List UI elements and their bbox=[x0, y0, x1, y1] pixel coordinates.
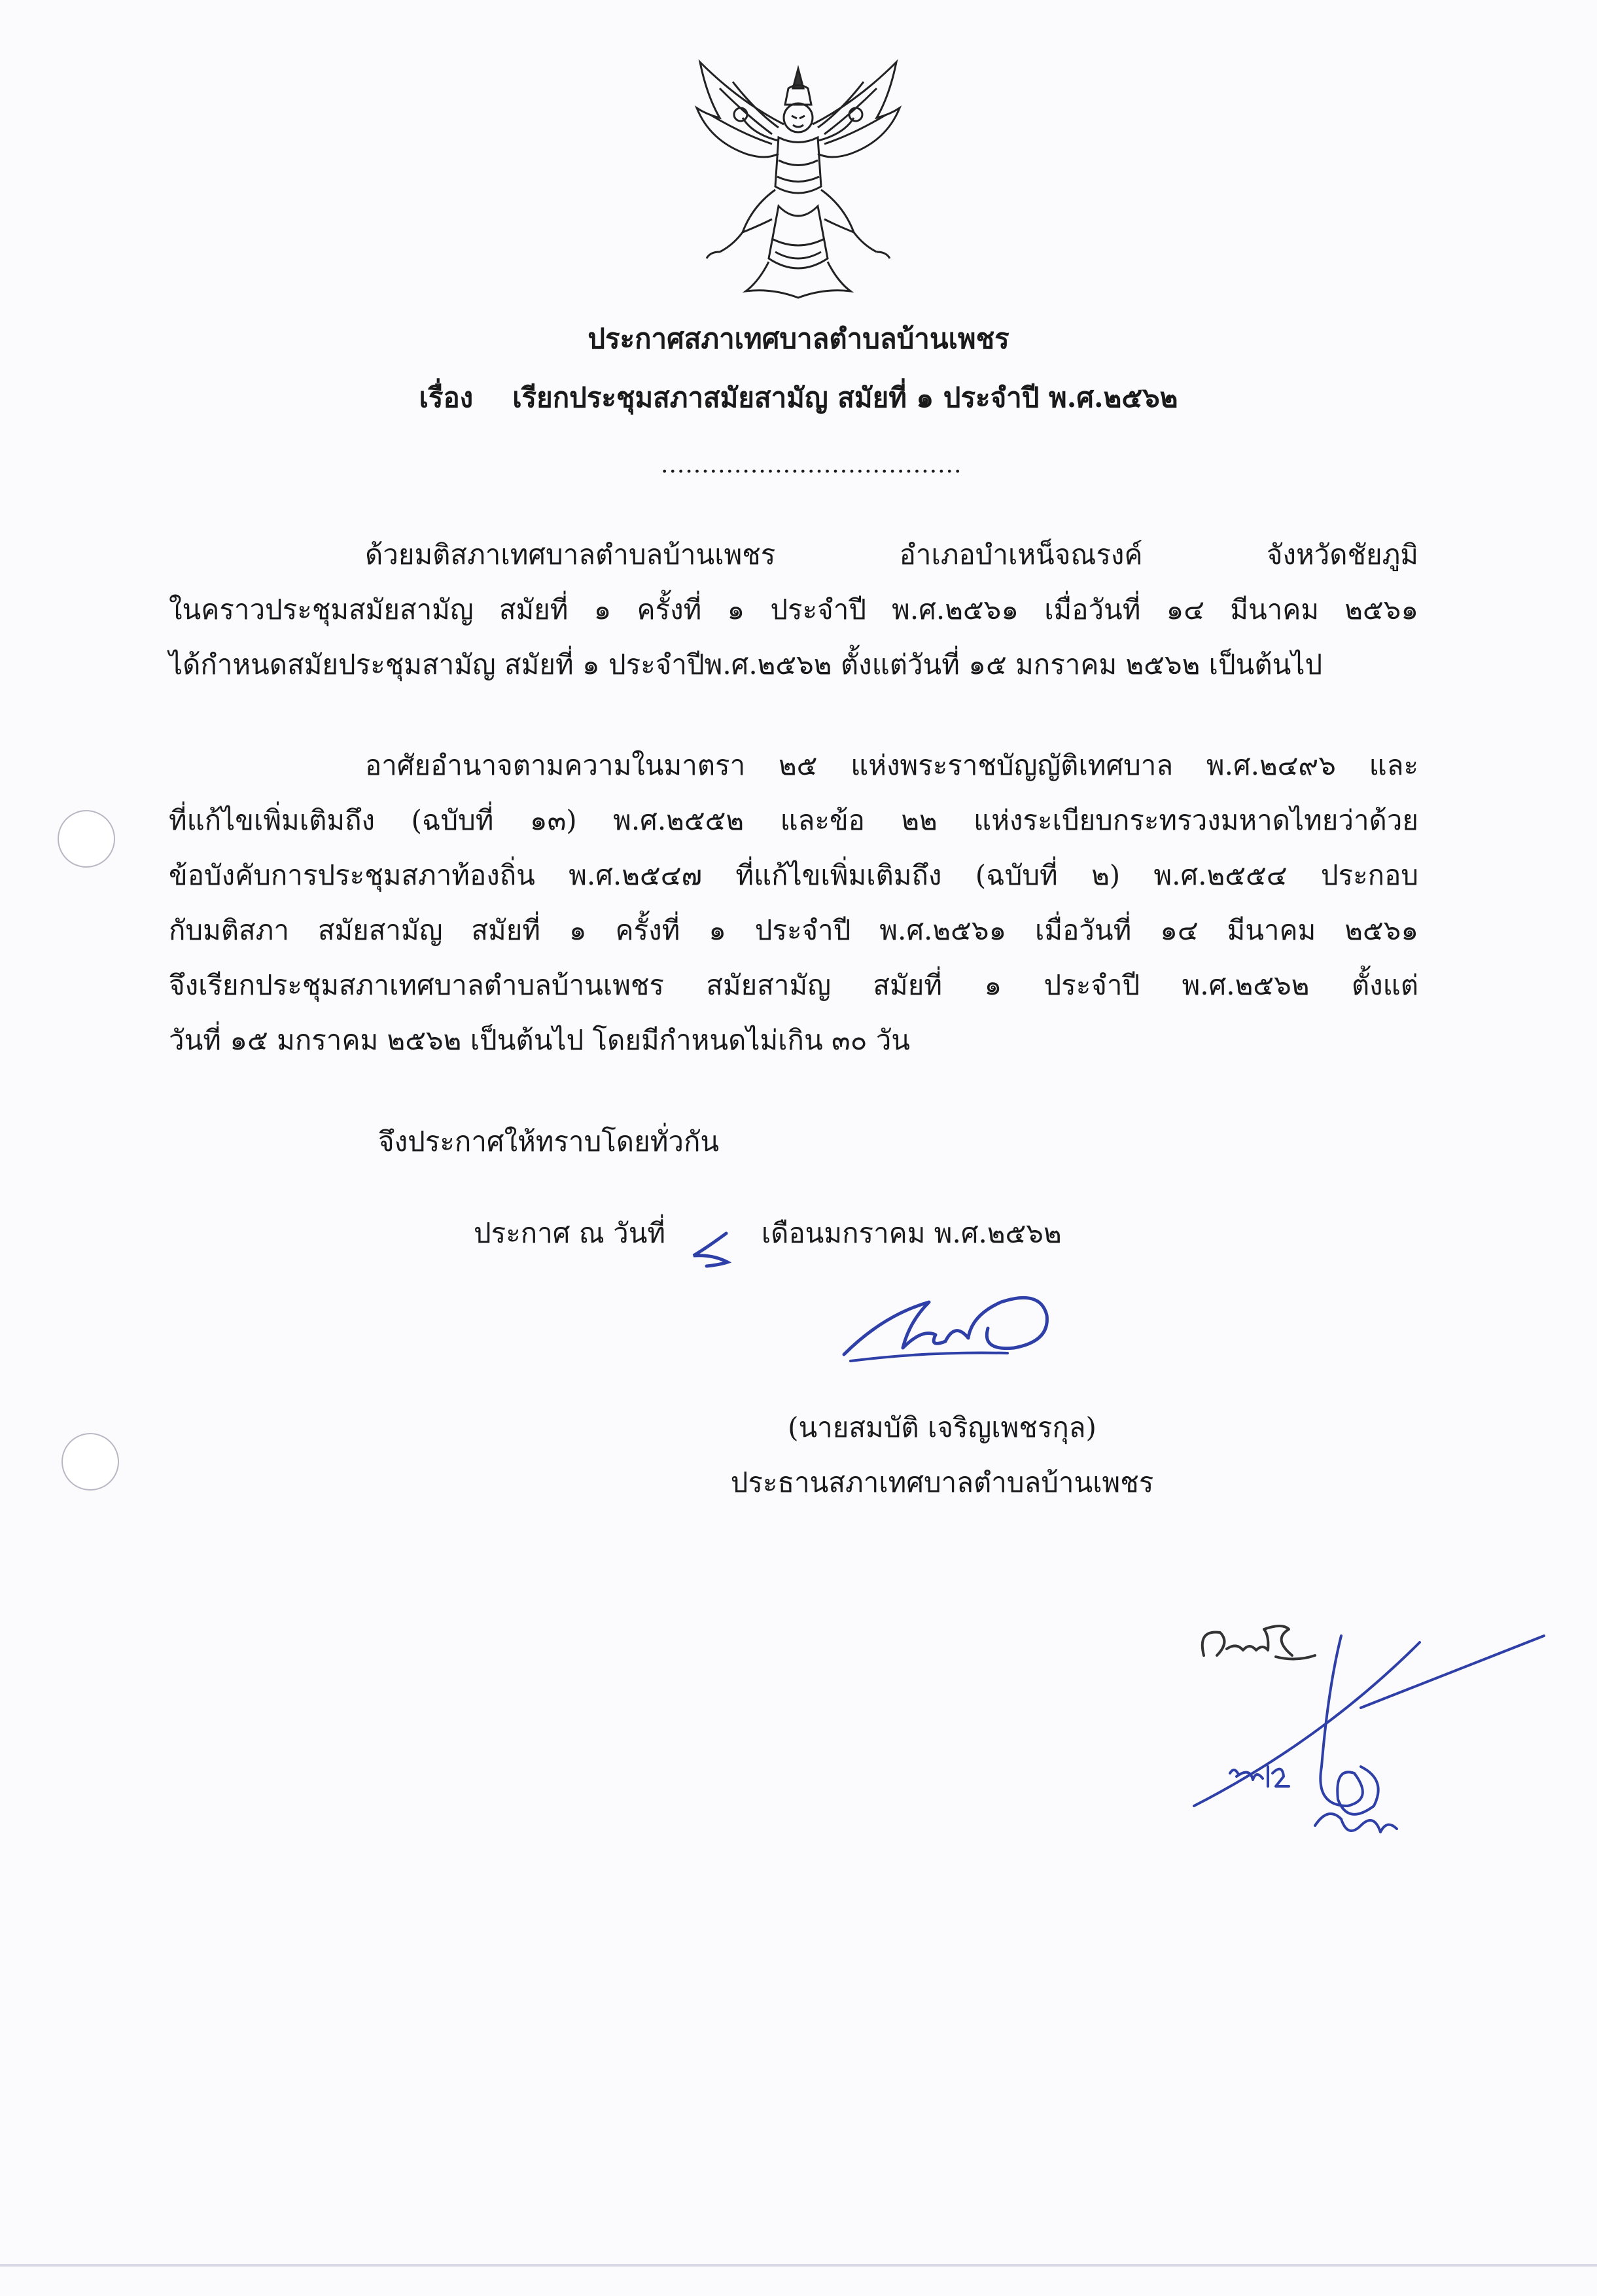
title-separator: ..................................... bbox=[661, 451, 962, 478]
document-title: ประกาศสภาเทศบาลตำบลบ้านเพชร bbox=[588, 323, 1009, 355]
date-prefix: ประกาศ ณ วันที่ bbox=[474, 1217, 666, 1249]
paragraph-line: ในคราวประชุมสมัยสามัญ สมัยที่ ๑ ครั้งที่ ๑ ประจำปี พ.ศ.๒๕๖๑ เมื่อวันที่ ๑๔ มีนาคม ๒๕๖๑ bbox=[169, 593, 1418, 626]
paragraph-line: อาศัยอำนาจตามความในมาตรา ๒๕ แห่งพระราชบัญญัติเทศบาล พ.ศ.๒๔๙๖ และ bbox=[365, 749, 1418, 781]
paragraph-line: ด้วยมติสภาเทศบาลตำบลบ้านเพชร อำเภอบำเหน็จณรงค์ จังหวัดชัยภูมิ bbox=[365, 539, 1418, 571]
announcement-date bbox=[474, 1212, 1062, 1255]
marginal-initials bbox=[1191, 1610, 1557, 1884]
closing-statement: จึงประกาศให้ทราบโดยทั่วกัน bbox=[378, 1125, 720, 1157]
garuda-emblem-icon bbox=[680, 56, 916, 304]
scan-edge bbox=[0, 2264, 1597, 2267]
paragraph-1 bbox=[169, 527, 1418, 692]
paragraph-2 bbox=[169, 738, 1418, 1068]
signatory-position: ประธานสภาเทศบาลตำบลบ้านเพชร bbox=[730, 1466, 1154, 1498]
paragraph-line: จึงเรียกประชุมสภาเทศบาลตำบลบ้านเพชร สมัยสามัญ สมัยที่ ๑ ประจำปี พ.ศ.๒๕๖๒ ตั้งแต่ bbox=[169, 969, 1418, 1001]
subject-text: เรียกประชุมสภาสมัยสามัญ สมัยที่ ๑ ประจำปี พ.ศ.๒๕๖๒ bbox=[512, 381, 1178, 414]
subject-label: เรื่อง bbox=[419, 381, 474, 414]
paragraph-line: ได้กำหนดสมัยประชุมสามัญ สมัยที่ ๑ ประจำปีพ.ศ.๒๕๖๒ ตั้งแต่วันที่ ๑๕ มกราคม ๒๕๖๒ เป็นต้นไป bbox=[169, 648, 1323, 680]
date-suffix: เดือนมกราคม พ.ศ.๒๕๖๒ bbox=[761, 1217, 1062, 1249]
paragraph-line: ข้อบังคับการประชุมสภาท้องถิ่น พ.ศ.๒๕๔๗ ที่แก้ไขเพิ่มเติมถึง (ฉบับที่ ๒) พ.ศ.๒๕๕๔ ประกอบ bbox=[169, 859, 1418, 891]
punch-hole-upper bbox=[58, 810, 115, 868]
signatory-name: (นายสมบัติ เจริญเพชรกุล) bbox=[788, 1411, 1097, 1443]
signatory-block bbox=[707, 1400, 1178, 1510]
paragraph-line: วันที่ ๑๕ มกราคม ๒๕๖๒ เป็นต้นไป โดยมีกำหนดไม่เกิน ๓๐ วัน bbox=[169, 1024, 910, 1056]
paragraph-line: กับมติสภา สมัยสามัญ สมัยที่ ๑ ครั้งที่ ๑ ประจำปี พ.ศ.๒๕๖๑ เมื่อวันที่ ๑๔ มีนาคม ๒๕๖๑ bbox=[169, 914, 1418, 946]
document-subject bbox=[0, 378, 1597, 417]
punch-hole-lower bbox=[61, 1433, 119, 1491]
chairman-signature bbox=[831, 1276, 1066, 1381]
paragraph-line: ที่แก้ไขเพิ่มเติมถึง (ฉบับที่ ๑๓) พ.ศ.๒๕๕๒ และข้อ ๒๒ แห่งระเบียบกระทรวงมหาดไทยว่าด้วย bbox=[169, 804, 1418, 836]
